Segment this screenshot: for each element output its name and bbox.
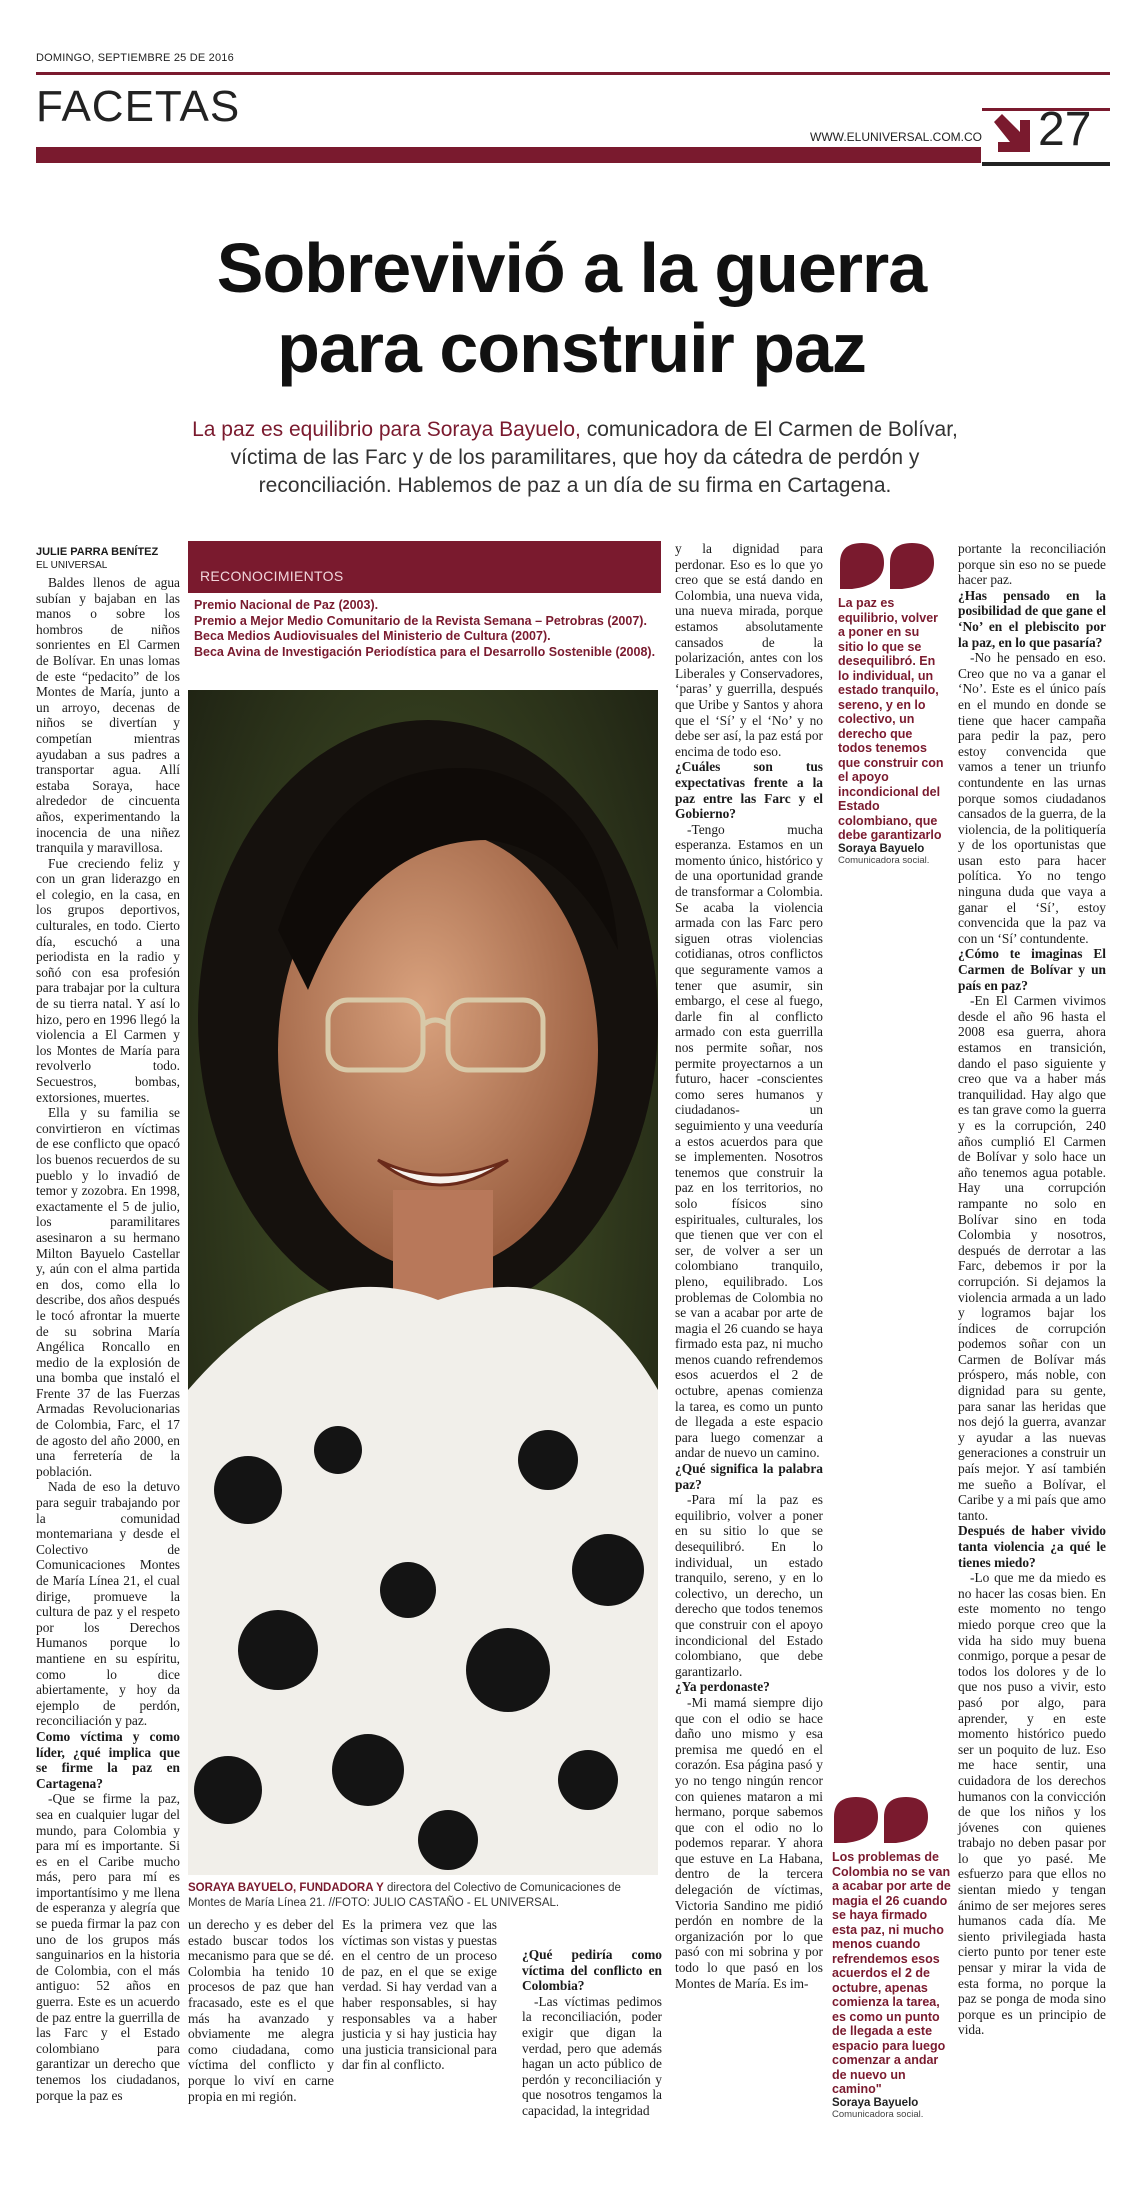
photo-caption <box>188 1881 658 1911</box>
section-title: FACETAS <box>36 82 241 131</box>
recognition-item: Premio a Mejor Medio Comunitario de la Revista Semana – Petrobras (2007). <box>194 613 647 628</box>
paragraph: -Para mí la paz es equilibrio, volver a poner en su sitio lo que se desequilibró. En lo individual, un estado tranquilo, sereno, y en lo colectivo, un derecho, un derecho que todos tenemos que construir con el apoyo incondicional del Estado colombiano, que debe garantizarlo. <box>675 1492 823 1679</box>
article-column-5 <box>675 541 823 1991</box>
paragraph: Ella y su familia se convirtieron en víctimas de ese conflicto que opacó los buenos recuerdos de su pueblo y lo invadió de temor y zozobra. En 1998, exactamente el 5 de julio, los paramilitares asesinaron a su hermano Milton Bayuelo Castellar y, aún con el alma partida en dos, como ella lo describe, dos años después le tocó afrontar la muerte de su sobrina María Angélica Roncallo en medio de la explosión de una bomba que instaló el Frente 37 de las Fuerzas Armadas Revolucionarias de Colombia, Farc, el 17 de agosto del año 2000, en una ferretería de la población. <box>36 1105 180 1479</box>
pull-quote-2 <box>832 1795 952 2120</box>
article-column-4 <box>522 1947 662 2119</box>
paragraph: Fue creciendo feliz y con un gran liderazgo en el colegio, en la casa, en los grupos deportivos, culturales, en todo. Cierto día, escuchó a una periodista en la radio y soñó con esa profesión para trabajar por la cultura de su tierra natal. Y así lo hizo, pero en 1996 llegó la violencia a El Carmen y los Montes de María para revolverlo todo. Secuestros, bombas, extorsiones, muertes. <box>36 855 180 1105</box>
recognition-item: Premio Nacional de Paz (2003). <box>194 598 379 612</box>
pull-quote-role: Comunicadora social. <box>838 854 930 866</box>
article-column-6 <box>958 541 1106 2038</box>
portrait-photo <box>188 690 658 1875</box>
recognition-item: Beca Avina de Investigación Periodística para el Desarrollo Sostenible (2008). <box>194 644 656 659</box>
paragraph: portante la reconciliación porque sin eso no se puede hacer paz. <box>958 541 1106 588</box>
paragraph: Nada de eso la detuvo para seguir trabajando por la comunidad montemariana y desde el Colectivo de Comunicaciones Montes de María Línea 21, el cual dirige, promueve la cultura de paz y el respeto por los Derechos Humanos porque lo mantiene en su espíritu, como lo dice abiertamente, y hoy da ejemplo de perdón, reconciliación y paz. <box>36 1479 180 1729</box>
portrait-illustration <box>188 690 658 1875</box>
interview-question: ¿Cuáles son tus expectativas frente a la paz entre las Farc y el Gobierno? <box>675 759 823 822</box>
paragraph: un derecho y es deber del estado buscar todos los mecanismo para que se dé. Colombia ha tenido 10 procesos de paz que han fracasado, este es el que más ha avanzado y obviamente me alegra como ciudadana, como víctima del conflicto y porque lo viví en carne propia en mi región. <box>188 1917 334 2104</box>
interview-question: ¿Has pensado en la posibilidad de que gane el ‘No’ en el plebiscito por la paz, en lo que pasaría? <box>958 587 1106 650</box>
author-outlet: EL UNIVERSAL <box>36 560 108 571</box>
pull-quote-name: Soraya Bayuelo <box>838 842 925 855</box>
paragraph: -Lo que me da miedo es no hacer las cosas bien. En este momento no tengo miedo porque creo que la vida ha sido muy buena conmigo, porque a pesar de todos los dolores y de lo que nos puso a vivir, esto pasó por algo, para aprender, y en este momento histórico puedo ser un poquito de luz. Eso me hace sentir, una cuidadora de los derechos humanos con la convicción de que los niños y los jóvenes con quienes trabajo no deben pasar por lo que yo pasé. Me esfuerzo para que ellos no sientan miedo y tengan ánimo de ser mejores seres humanos cada día. Me siento privilegiada hasta cierto punto por tener este pensar y mirar la vida de esta forma, no porque la paz se ponga de moda sino porque es un principio de vida. <box>958 1570 1106 2038</box>
arrow-down-right-icon <box>988 112 1032 156</box>
paragraph: -Las víctimas pedimos la reconciliación, poder exigir que digan la verdad, pero que además hagan un acto público de perdón y reconciliación y que nosotros tengamos la capacidad, la integridad <box>522 1993 662 2118</box>
interview-question: Como víctima y como líder, ¿qué implica que se firme la paz en Cartagena? <box>36 1728 180 1791</box>
page-number: 27 <box>1038 103 1092 156</box>
quote-mark-icon <box>838 541 938 591</box>
paragraph: -Tengo mucha esperanza. Estamos en un momento único, histórico y de una oportunidad grande de transformar a Colombia. Se acaba la violencia armada con las Farc pero siguen otras violencias cotidianas, otros conflictos que seguramente vamos a tener que asumir, sin embargo, el cese al fuego, darle fin al conflicto armado con esta guerrilla nos permite soñar, nos permite proyectarnos a un futuro, hacer -conscientes como seres humanos y ciudadanos- un seguimiento y una veeduría a estos acuerdos para que se implementen. Nosotros tenemos que construir la paz en los territorios, no solo físicos sino espirituales, culturales, los que tienen que ver con el ser, de volver a ser un colombiano tranquilo, pleno, equilibrado. Los problemas de Colombia no se van a acabar por arte de magia el 26 cuando se haya firmado esta paz, ni mucho menos cuando refrendemos esos acuerdos el 2 de octubre, apenas comienza la tarea, es como un punto de llegada a este espacio para luego comenzar a andar de nuevo un camino. <box>675 821 823 1461</box>
paragraph: -Mi mamá siempre dijo que con el odio se hace daño uno mismo y esa premisa me quedó en el corazón. Esa página pasó y yo no tengo ningún rencor con quienes mataron a mi hermano, porque sabemos que con el odio no lo podemos reparar. Y ahora que estuve en La Habana, dentro de la tercera delegación de víctimas, Victoria Sandino me pidió perdón en nombre de la organización por lo que pasó con mi sobrina y por todo lo que pasó en los Montes de María. Es im- <box>675 1694 823 1991</box>
interview-question: ¿Qué pediría como víctima del conflicto en Colombia? <box>522 1947 662 1994</box>
headline-line-1: Sobrevivió a la guerra <box>216 229 927 307</box>
deck-highlight: La paz es equilibrio para Soraya Bayuelo, <box>192 418 581 441</box>
pull-quote-text: La paz es equilibrio, volver a poner en su sitio lo que se desequilibró. En lo individual, un estado tranquilo, sereno, y en lo colectivo, un derecho que todos tenemos que construir con el apoyo incondicional del Estado colombiano, que debe garantizarlo <box>838 596 944 842</box>
recognitions-title: RECONOCIMIENTOS <box>200 568 344 584</box>
pull-quote-name: Soraya Bayuelo <box>832 2096 919 2109</box>
website-url: WWW.ELUNIVERSAL.COM.CO <box>810 130 983 144</box>
article-column-2 <box>188 1917 334 2104</box>
section-bar <box>36 147 981 163</box>
recognitions-banner <box>188 541 661 593</box>
issue-date: DOMINGO, SEPTIEMBRE 25 DE 2016 <box>36 52 234 64</box>
paragraph: Baldes llenos de agua subían y bajaban en las manos o sobre los hombros de niños sonrientes en El Carmen de Bolívar. En unas lomas de este “pedacito” de los Montes de María, junto a un arroyo, decenas de niños se divertían y competían mientras ayudaban a sus padres a transportar agua. Allí estaba Soraya, hace alrededor de cincuenta años, experimentando la inocencia de una niñez tranquila y maravillosa. <box>36 575 180 856</box>
deck-text: comunicadora de El Carmen de Bolívar, víctima de las Farc y de los paramilitares, que hoy da cátedra de perdón y reconciliación. Hablemos de paz a un día de su firma en Cartagena. <box>230 418 958 497</box>
pull-quote-text: Los problemas de Colombia no se van a acabar por arte de magia el 26 cuando se haya firmado esta paz, ni mucho menos cuando refrendemos esos acuerdos el 2 de octubre, apenas comienza la tarea, es como un punto de llegada a este espacio para luego comenzar a andar de nuevo un camino" <box>832 1850 951 2096</box>
caption-text: directora del Colectivo de Comunicaciones de Montes de María Línea 21. //FOTO: JULIO CASTAÑO - EL UNIVERSAL. <box>188 1882 621 1909</box>
interview-question: Después de haber vivido tanta violencia ¿a qué le tienes miedo? <box>958 1523 1106 1570</box>
headline <box>60 228 1083 388</box>
caption-lead: SORAYA BAYUELO, FUNDADORA Y <box>188 1882 384 1894</box>
headline-line-2: para construir paz <box>277 309 866 387</box>
interview-question: ¿Qué significa la palabra paz? <box>675 1461 823 1492</box>
interview-question: ¿Ya perdonaste? <box>675 1679 770 1695</box>
pull-quote-1 <box>838 541 948 866</box>
author-name: JULIE PARRA BENÍTEZ <box>36 546 159 558</box>
article-column-1 <box>36 575 180 2103</box>
paragraph: -En El Carmen vivimos desde el año 96 hasta el 2008 esa guerra, ahora estamos en transición, dando el paso siguiente y creo que va a haber más tranquilidad. Hay algo que es tan grave como la guerra y es la corrupción, 240 años cumplió El Carmen de Bolívar y solo hace un año tenemos agua potable. Hay una corrupción rampante no solo en Bolívar sino en toda Colombia y nosotros, después de derrotar a las Farc, debemos ir por la corrupción. Si dejamos la violencia armada a un lado y logramos bajar los índices de corrupción podemos soñar con un Carmen de Bolívar más próspero, más noble, con dignidad para su gente, para sanar las heridas que nos dejó la guerra, avanzar y ayudar a las nuevas generaciones a construir un país mejor. Y así también me sueño a Bolívar, el Caribe y a mi país que amo tanto. <box>958 993 1106 1523</box>
recognitions-list <box>194 598 664 660</box>
top-rule <box>36 72 1110 75</box>
paragraph: -No he pensado en eso. Creo que no va a ganar el ‘No’. Este es el único país en el mundo en donde se tiene que hacer campaña para pedir la paz, pero estoy convencida que vamos a tener un triunfo contundente en las urnas porque somos ciudadanos cansados de la guerra, de la violencia, de la politiquería y de los oportunistas que usan esto para hacer política. Yo no tengo ninguna duda que vaya a ganar el ‘Sí’, estoy convencida que la paz va con un ‘Sí’ contundente. <box>958 650 1106 946</box>
pull-quote-role: Comunicadora social. <box>832 2108 924 2120</box>
paragraph: -Que se firme la paz, sea en cualquier lugar del mundo, para Colombia y para mí es importante. Si es en el Caribe mucho más, pero para mí es importantísimo y me llena de esperanza y alegría que se pueda firmar la paz con uno de los grupos más sanguinarios en la historia de Colombia, con el más antiguo: 52 años en guerra. Este es un acuerdo de paz entre la guerrilla de las Farc y el Estado colombiano para garantizar un derecho que tenemos los ciudadanos, porque la paz es <box>36 1791 180 2103</box>
deck <box>170 416 980 500</box>
article-column-3 <box>342 1917 497 2073</box>
interview-question: ¿Cómo te imaginas El Carmen de Bolívar y un país en paz? <box>958 946 1106 993</box>
paragraph: Es la primera vez que las víctimas son vistas y puestas en el centro de un proceso de paz, en el que se exige verdad. Si hay verdad van a haber responsables, si hay responsables va a haber justicia y si hay justicia hay una justicia transicional para dar fin al conflicto. <box>342 1917 497 2073</box>
quote-mark-icon <box>832 1795 932 1845</box>
paragraph: y la dignidad para perdonar. Eso es lo que yo creo que se está dando en Colombia, una nueva vida, una nueva mirada, porque estamos absolutamente cansados de la polarización, antes con los Liberales y Conservadores, ‘paras’ y guerrilla, después que Uribe y Santos y ahora que el ‘Sí’ y el ‘No’ y no debe ser así, la paz está por encima de todo eso. <box>675 541 823 759</box>
recognition-item: Beca Medios Audiovisuales del Ministerio de Cultura (2007). <box>194 629 551 643</box>
